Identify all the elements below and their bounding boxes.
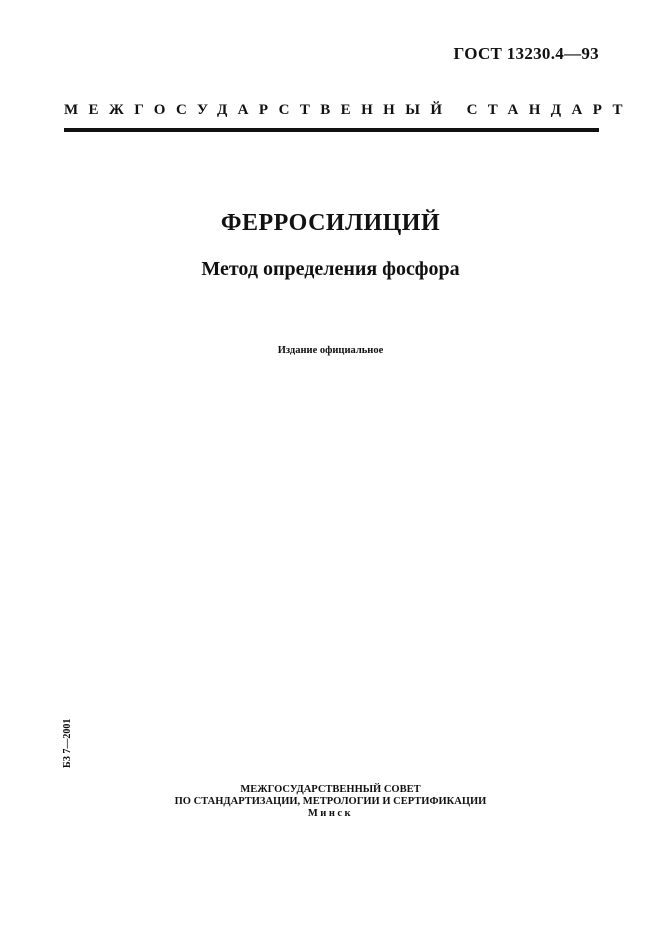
header-rule <box>64 128 599 132</box>
publisher-line-2: ПО СТАНДАРТИЗАЦИИ, МЕТРОЛОГИИ И СЕРТИФИКАЦИИ <box>174 796 487 807</box>
publisher-city: Минск <box>307 808 354 819</box>
edition-note: Издание официальное <box>277 345 384 356</box>
document-subtitle: Метод определения фосфора <box>201 258 460 280</box>
document-title: ФЕРРОСИЛИЦИЙ <box>220 210 441 236</box>
document-number: ГОСТ 13230.4—93 <box>453 44 599 63</box>
publisher-line-1: МЕЖГОСУДАРСТВЕННЫЙ СОВЕТ <box>240 784 421 795</box>
side-code: БЗ 7—2001 <box>62 718 73 768</box>
publisher-block <box>0 784 661 820</box>
standard-type-heading: МЕЖГОСУДАРСТВЕННЫЙ СТАНДАРТ <box>64 102 633 118</box>
